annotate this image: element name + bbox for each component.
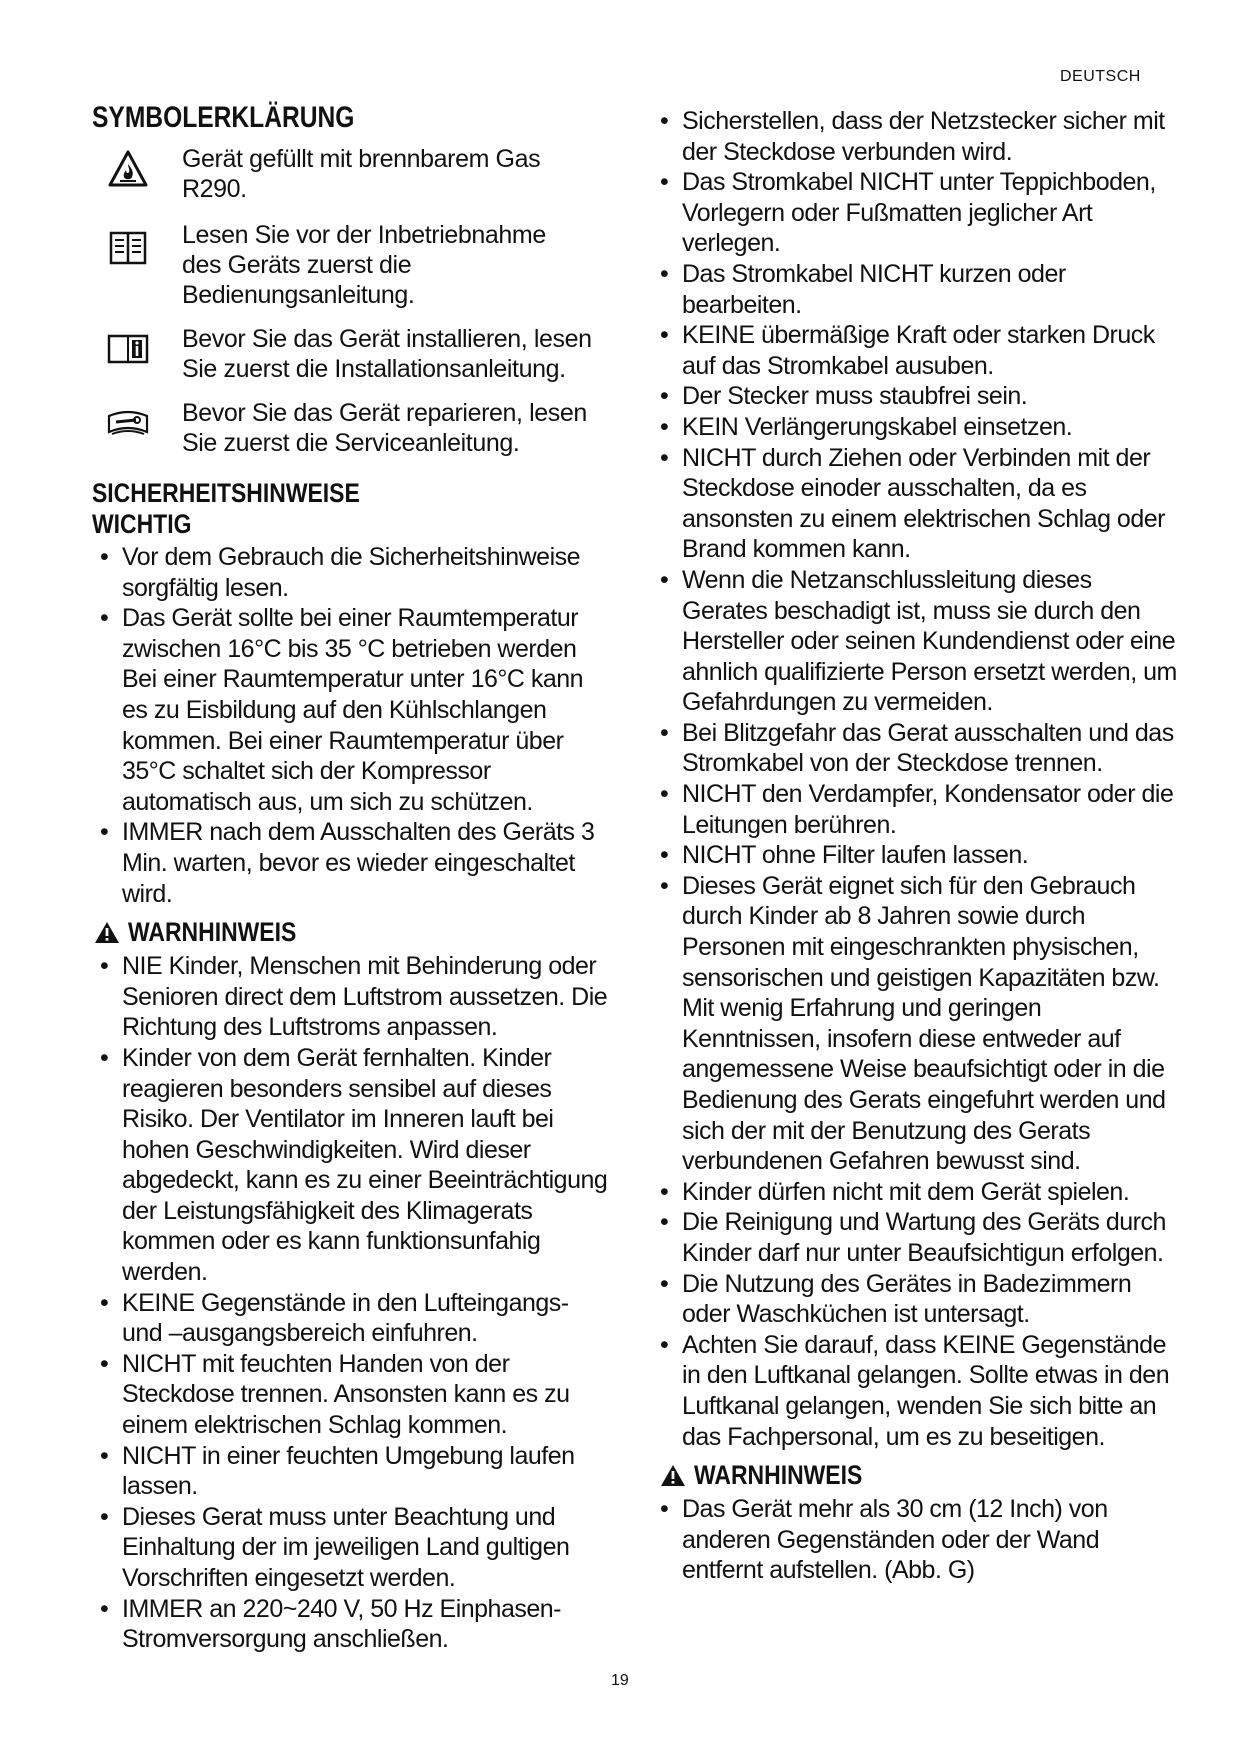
symbol-row-service — [104, 398, 612, 458]
left-column — [92, 100, 612, 1655]
symbol-text-manual: Lesen Sie vor der Inbetriebnahme des Geräts zuerst die Bedienungsanleitung. — [182, 221, 546, 309]
symbol-text-service: Bevor Sie das Gerät reparieren, lesen Sie zuerst die Serviceanleitung. — [182, 399, 587, 457]
safety-heading: SICHERHEITSHINWEISE — [92, 478, 360, 508]
symbols-heading: SYMBOLERKLÄRUNG — [92, 101, 355, 134]
symbol-text-flammable: Gerät gefüllt mit brennbarem Gas R290. — [182, 145, 541, 203]
list-item: • Dieses Gerat muss unter Beachtung und Einhaltung der im jeweiligen Land gultigen Vorschriften eingesetzt werden. — [92, 1502, 612, 1594]
flammable-gas-warning-icon — [108, 150, 148, 188]
warning-triangle-icon — [660, 1464, 686, 1487]
list-item: • Bei Blitzgefahr das Gerat ausschalten und das Stromkabel von der Steckdose trennen. — [658, 718, 1178, 779]
safety-list — [92, 542, 612, 909]
list-item: • Das Stromkabel NICHT kurzen oder bearbeiten. — [658, 259, 1178, 320]
service-manual-icon — [106, 406, 150, 440]
list-item: • Kinder von dem Gerät fernhalten. Kinder reagieren besonders sensibel auf dieses Risiko. Der Ventilator im Inneren lauft bei hohen Geschwindigkeiten. Wird dieser abgedeckt, kann es zu einer Beeinträchtigung der Leistungsfähigkeit des Klimagerats kommen oder es kann funktionsunfahig werden. — [92, 1043, 612, 1288]
list-item: • IMMER an 220~240 V, 50 Hz Einphasen-Stromversorgung anschließen. — [92, 1594, 612, 1655]
right-column — [658, 106, 1178, 1586]
list-item: • NICHT ohne Filter laufen lassen. — [658, 840, 1178, 871]
symbol-row-installation — [104, 324, 612, 384]
warning-triangle-icon — [94, 921, 120, 944]
list-item: • Die Nutzung des Gerätes in Badezimmern oder Waschküchen ist untersagt. — [658, 1269, 1178, 1330]
installation-info-icon — [106, 332, 150, 366]
right-safety-list — [658, 106, 1178, 1452]
warning-title-1: WARNHINWEIS — [128, 917, 297, 948]
list-item: • Wenn die Netzanschlussleitung dieses Gerates beschadigt ist, muss sie durch den Hersteller oder seinen Kundendienst oder eine ahnlich qualifizierte Person ersetzt werden, um Gefahrdungen zu vermeiden. — [658, 565, 1178, 718]
list-item: • Sicherstellen, dass der Netzstecker sicher mit der Steckdose verbunden wird. — [658, 106, 1178, 167]
list-item: • KEINE Gegenstände in den Lufteingangs- und –ausgangsbereich einfuhren. — [92, 1288, 612, 1349]
list-item: • Die Reinigung und Wartung des Geräts durch Kinder darf nur unter Beaufsichtigun erfolgen. — [658, 1207, 1178, 1268]
list-item: • NICHT den Verdampfer, Kondensator oder die Leitungen berühren. — [658, 779, 1178, 840]
list-item: • IMMER nach dem Ausschalten des Geräts 3 Min. warten, bevor es wieder eingeschaltet wird. — [92, 817, 612, 909]
list-item: • NICHT in einer feuchten Umgebung laufen lassen. — [92, 1441, 612, 1502]
list-item: • NICHT mit feuchten Handen von der Steckdose trennen. Ansonsten kann es zu einem elektrischen Schlag kommen. — [92, 1349, 612, 1441]
symbol-row-flammable — [104, 144, 612, 204]
list-item: • Das Stromkabel NICHT unter Teppichboden, Vorlegern oder Fußmatten jeglicher Art verlegen. — [658, 167, 1178, 259]
list-item: • NIE Kinder, Menschen mit Behinderung oder Senioren direct dem Luftstrom aussetzen. Die Richtung des Luftstroms anpassen. — [92, 951, 612, 1043]
list-item: • Kinder dürfen nicht mit dem Gerät spielen. — [658, 1177, 1178, 1208]
warning-title-2: WARNHINWEIS — [694, 1460, 863, 1491]
manual-book-icon — [108, 230, 148, 266]
list-item: • Dieses Gerät eignet sich für den Gebrauch durch Kinder ab 8 Jahren sowie durch Personen mit eingeschrankten physischen, sensorischen und geistigen Kapazitäten bzw. Mit wenig Erfahrung und geringen Kenntnissen, insofern diese entweder auf angemessene Weise beaufsichtigt oder in die Bedienung des Gerats eingefuhrt werden und sich der mit der Benutzung des Gerats verbundenen Gefahren bewusst sind. — [658, 871, 1178, 1177]
important-subheading: WICHTIG — [92, 509, 192, 539]
symbol-text-installation: Bevor Sie das Gerät installieren, lesen Sie zuerst die Installationsanleitung. — [182, 325, 592, 383]
list-item: • KEIN Verlängerungskabel einsetzen. — [658, 412, 1178, 443]
symbol-row-manual — [104, 220, 612, 310]
page-language-label: DEUTSCH — [1060, 68, 1141, 85]
warning-heading-2 — [660, 1458, 1178, 1492]
list-item: • Vor dem Gebrauch die Sicherheitshinweise sorgfältig lesen. — [92, 542, 612, 603]
page-number: 19 — [611, 1672, 629, 1689]
list-item: • Das Gerät mehr als 30 cm (12 Inch) von anderen Gegenständen oder der Wand entfernt aufstellen. (Abb. G) — [658, 1494, 1178, 1586]
warning-list-1 — [92, 951, 612, 1655]
warning-heading-1 — [94, 915, 612, 949]
warning-list-2 — [658, 1494, 1178, 1586]
list-item: • Der Stecker muss staubfrei sein. — [658, 381, 1178, 412]
list-item: • Das Gerät sollte bei einer Raumtemperatur zwischen 16°C bis 35 °C betrieben werden Bei einer Raumtemperatur unter 16°C kann es zu Eisbildung auf den Kühlschlangen kommen. Bei einer Raumtemperatur über 35°C schaltet sich der Kompressor automatisch aus, um sich zu schützen. — [92, 603, 612, 817]
list-item: • NICHT durch Ziehen oder Verbinden mit der Steckdose einoder ausschalten, da es ansonsten zu einem elektrischen Schlag oder Brand kommen kann. — [658, 443, 1178, 565]
list-item: • KEINE übermäßige Kraft oder starken Druck auf das Stromkabel ausuben. — [658, 320, 1178, 381]
list-item: • Achten Sie darauf, dass KEINE Gegenstände in den Luftkanal gelangen. Sollte etwas in den Luftkanal gelangen, wenden Sie sich bitte an das Fachpersonal, um es zu beseitigen. — [658, 1330, 1178, 1452]
